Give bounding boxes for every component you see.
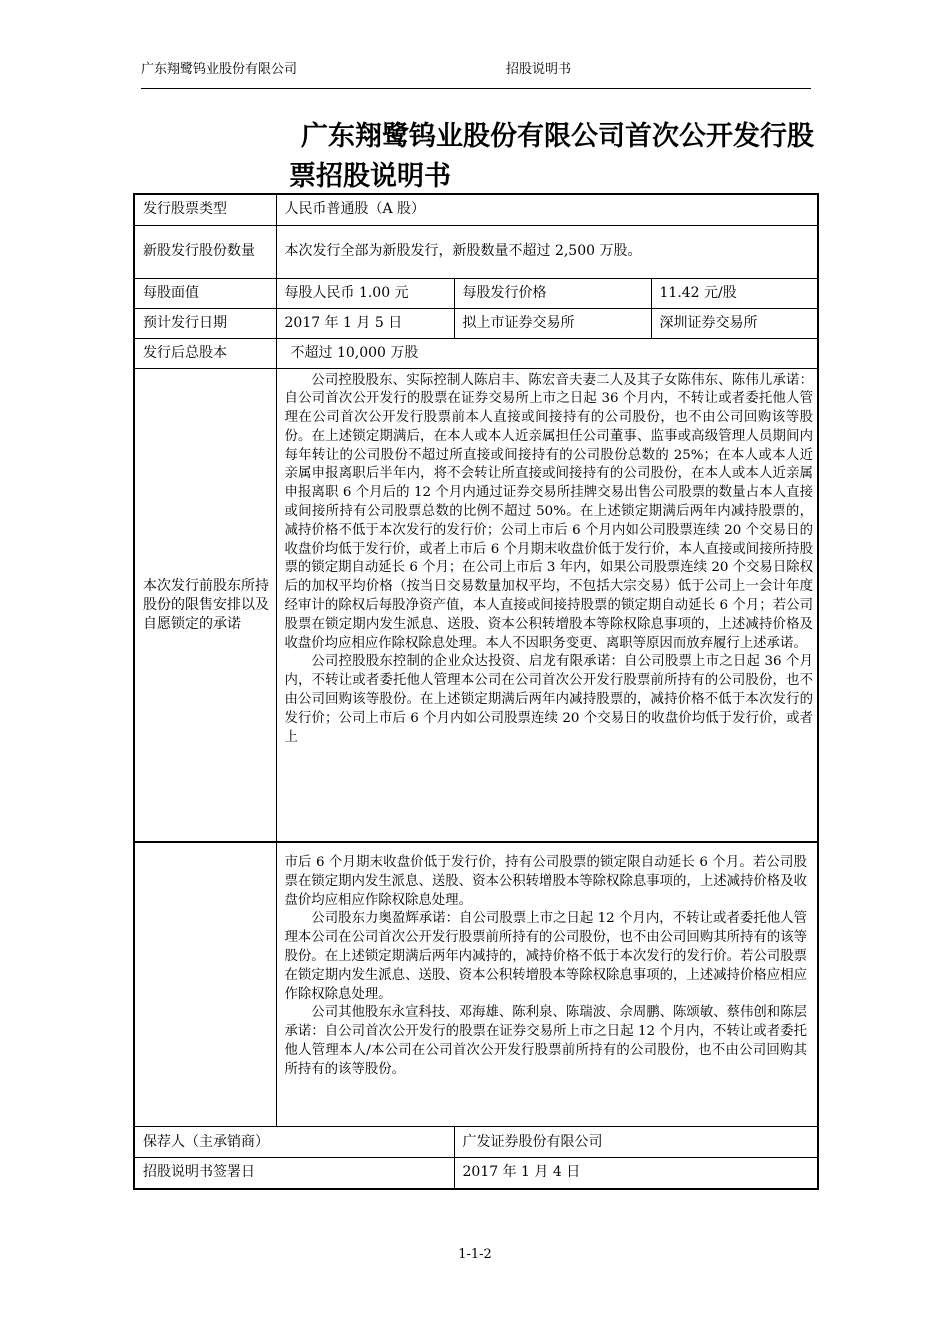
offering-summary-table-continued [133, 841, 819, 1190]
exchange-value: 深圳证券交易所 [651, 308, 818, 338]
table-row [134, 338, 818, 368]
issue-date-value: 2017 年 1 月 5 日 [276, 308, 454, 338]
total-shares-value: 不超过 10,000 万股 [276, 338, 818, 368]
header-doc-type: 招股说明书 [506, 62, 572, 77]
exchange-label: 拟上市证券交易所 [454, 308, 651, 338]
offering-summary-table [133, 193, 819, 843]
issue-date-label: 预计发行日期 [134, 308, 276, 338]
header-company: 广东翔鹭钨业股份有限公司 [141, 62, 298, 77]
issue-price-value: 11.42 元/股 [651, 278, 818, 308]
lockup-content [276, 368, 818, 842]
table-row [134, 1158, 818, 1189]
table-row [134, 368, 818, 842]
sponsor-label: 保荐人（主承销商） [134, 1127, 454, 1158]
par-value-label: 每股面值 [134, 278, 276, 308]
total-shares-label: 发行后总股本 [134, 338, 276, 368]
new-shares-label: 新股发行股份数量 [134, 225, 276, 278]
stock-type-label: 发行股票类型 [134, 194, 276, 225]
table-row [134, 308, 818, 338]
sign-date-label: 招股说明书签署日 [134, 1158, 454, 1189]
lockup-content-continued [276, 842, 818, 1127]
new-shares-value: 本次发行全部为新股发行，新股数量不超过 2,500 万股。 [276, 225, 818, 278]
lockup-paragraph-3: 公司股东力奥盈辉承诺：自公司股票上市之日起 12 个月内，不转让或者委托他人管理本公司在公司首次公开发行股票前所持有的公司股份，也不由公司回购其所持有的该等股份。在上述锁定期满后两年内减持的，减持价格不低于本次发行的发行价。若公司股票在锁定期内发生派息、送股、资本公积转增股本等除权除息事项的，上述减持价格应相应作除权除息处理。 [284, 911, 807, 1002]
title-line-2: 票招股说明书 [289, 161, 451, 192]
stock-type-value: 人民币普通股（A 股） [276, 194, 818, 225]
sponsor-value: 广发证券股份有限公司 [454, 1127, 818, 1158]
lockup-paragraph-1: 公司控股股东、实际控制人陈启丰、陈宏音夫妻二人及其子女陈伟东、陈伟儿承诺：自公司首次公开发行的股票在证券交易所上市之日起 36 个月内，不转让或者委托他人管理在公司首次公开发行股票前本人直接或间接持有的公司股份，也不由公司回购该等股份。在上述锁定期满后，在本人或本人近亲属担任公司董事、监事或高级管理人员期间内每年转让的公司股份不超过所直接或间接持有的公司股份总数的 25%；在本人或本人近亲属申报离职后半年内，将不会转让所直接或间接持有的公司股份，在本人或本人近亲属申报离职 6 个月后的 12 个月内通过证券交易所挂牌交易出售公司股票的数量占本人直接或间接所持有公司股票总数的比例不超过 50%。在上述锁定期满后两年内减持股票的，减持价格不低于本次发行的发行价；公司上市后 6 个月内如公司股票连续 20 个交易日的收盘价均低于发行价，或者上市后 6 个月期末收盘价低于发行价，本人直接或间接所持股票的锁定期自动延长 6 个月；在公司上市后 3 年内，如果公司股票连续 20 个交易日除权后的加权平均价格（按当日交易数量加权平均，不包括大宗交易）低于公司上一会计年度经审计的除权后每股净资产值，本人直接或间接持股票的锁定期自动延长 6 个月；若公司股票在锁定期内发生派息、送股、资本公积转增股本等除权除息事项的，上述减持价格及收盘价均应相应作除权除息处理。本人不因职务变更、离职等原因而放弃履行上述承诺。 [284, 372, 814, 651]
table-row [134, 842, 818, 1127]
table-row [134, 278, 818, 308]
lockup-label: 本次发行前股东所持股份的限售安排以及自愿锁定的承诺 [134, 368, 276, 842]
issue-price-label: 每股发行价格 [454, 278, 651, 308]
page-title [289, 117, 869, 197]
page-number: 1-1-2 [458, 1247, 492, 1262]
par-value-value: 每股人民币 1.00 元 [276, 278, 454, 308]
table-row [134, 225, 818, 278]
title-line-1: 广东翔鹭钨业股份有限公司首次公开发行股 [301, 121, 814, 152]
table-row [134, 1127, 818, 1158]
sign-date-value: 2017 年 1 月 4 日 [454, 1158, 818, 1189]
lockup-paragraph-4: 公司其他股东永宣科技、邓海雄、陈利泉、陈瑞波、佘周鹏、陈颂敏、蔡伟创和陈层承诺：自公司首次公开发行的股票在证券交易所上市之日起 12 个月内，不转让或者委托他人管理本人/本公司在公司首次公开发行股票前所持有的公司股份，也不由公司回购其所持有的该等股份。 [284, 1005, 807, 1077]
table-row [134, 194, 818, 225]
lockup-paragraph-2: 公司控股股东控制的企业众达投资、启龙有限承诺：自公司股票上市之日起 36 个月内，不转让或者委托他人管理本公司在公司首次公开发行股票前所持有的公司股份，也不由公司回购该等股份。在上述锁定期满后两年内减持股票的，减持价格不低于本次发行的发行价；公司上市后 6 个月内如公司股票连续 20 个交易日的收盘价均低于发行价，或者上 [284, 654, 814, 745]
lockup-paragraph-2-continued: 市后 6 个月期末收盘价低于发行价，持有公司股票的锁定限自动延长 6 个月。若公司股票在锁定期内发生派息、送股、资本公积转增股本等除权除息事项的，上述减持价格及收盘价均应相应作除权除息处理。 [284, 855, 807, 908]
lockup-label-continued [134, 842, 276, 1127]
header-divider [141, 88, 811, 89]
